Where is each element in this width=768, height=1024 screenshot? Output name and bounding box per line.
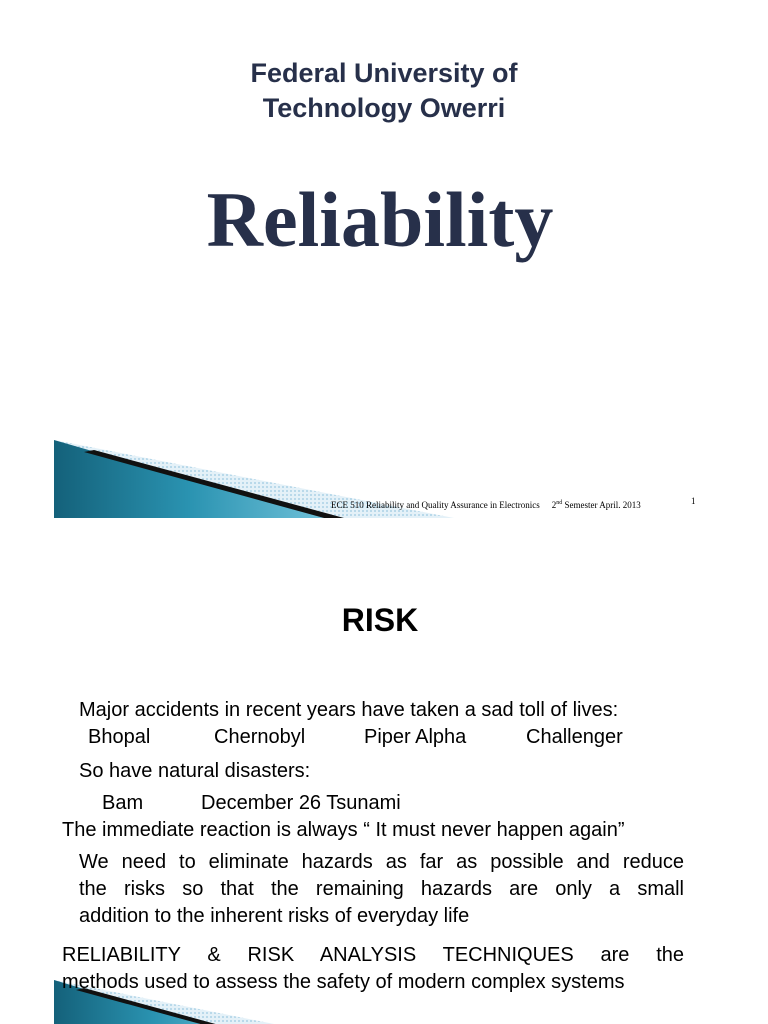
natural-disasters-intro: So have natural disasters: [79,760,311,782]
accident-item: Bhopal [88,726,151,748]
accident-item: Chernobyl [214,726,306,748]
paragraph-line: We need to eliminate hazards as far as possible and reduce [79,851,684,873]
footer-semester-number: 2 [551,500,557,510]
slide-title-risk: RISK [341,602,419,638]
paragraph-line: the risks so that the remaining hazards are only a small [79,878,684,900]
statement-line: RELIABILITY & RISK ANALYSIS TECHNIQUES are the [62,944,684,966]
footer-semester-date: Semester April. 2013 [562,500,641,510]
disaster-item: Bam [102,792,144,814]
paragraph-line: addition to the inherent risks of everyday life [79,905,470,927]
footer-semester-suffix: nd [556,500,563,506]
immediate-reaction: The immediate reaction is always “ It must never happen again” [62,819,625,841]
accident-item: Challenger [526,726,623,748]
statement-line: methods used to assess the safety of modern complex systems [62,971,625,993]
slide-title-reliability: Reliability [206,176,554,263]
accident-item: Piper Alpha [364,726,467,748]
university-line-2: Technology Owerri [262,93,506,123]
hazard-paragraph [79,849,684,930]
slide-footer [331,500,641,510]
reliability-statement [62,942,684,996]
accidents-intro: Major accidents in recent years have taken a sad toll of lives: [79,699,619,721]
university-line-1: Federal University of [250,58,518,88]
page-number: 1 [691,496,696,506]
footer-semester [552,500,641,510]
disaster-item: December 26 Tsunami [201,792,401,814]
university-name [0,56,768,126]
footer-course: ECE 510 Reliability and Quality Assurance in Electronics [331,500,540,510]
